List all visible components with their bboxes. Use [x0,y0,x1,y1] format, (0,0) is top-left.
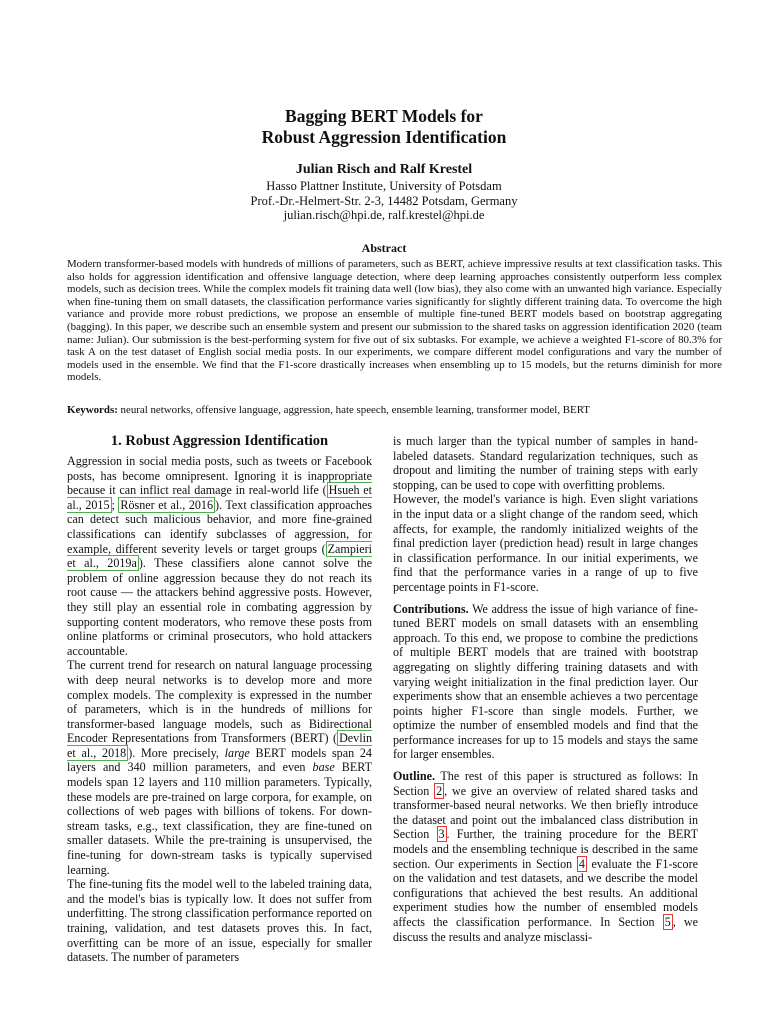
keywords-label: Keywords: [67,404,118,416]
abstract-text: Modern transformer-based models with hundreds of millions of parameters, such as BERT, achieve impressive results at text classification tasks. This also holds for aggression identification and offensive language detection, where deep learning approaches consistently outperform less complex models, such as decision trees. While the complex models fit training data well (low bias), they also come with an unwanted high variance. Especially when fine-tuning them on small datasets, the classification performance varies significantly for slightly different training data. To overcome the high variance and provide more robust predictions, we propose an ensemble of multiple fine-tuned BERT models based on bootstrap aggregating (bagging). In this paper, we describe such an ensemble system and present our submission to the shared tasks on aggression identification 2020 (team name: Julian). Our submission is the best-performing system for five out of six subtasks. For example, we achieve a weighted F1-score of 80.3% for task A on the test dataset of English social media posts. In our experiments, we compare different model configurations and vary the number of models used in the ensemble. We find that the F1-score drastically increases when ensembling up to 15 models, but the returns diminish for more models. [67,258,722,384]
section-ref-4[interactable]: 4 [578,856,585,871]
section-ref-3[interactable]: 3 [438,827,445,842]
right-paragraph-1: is much larger than the typical number of samples in hand-labeled datasets. Standard regularization techniques, such as dropout and limiting the number of training steps with early stopping, can be used to cope with overfitting problems. [393,434,698,492]
left-column [67,432,372,965]
emails: julian.risch@hpi.de, ralf.krestel@hpi.de [283,208,485,222]
authors: Julian Risch and Ralf Krestel [295,162,473,177]
affiliation-block [0,179,768,223]
paper-title [0,106,768,148]
intro-paragraph-1: Aggression in social media posts, such as tweets or Facebook posts, has become omnipresent. Ignoring it is inappropriate because it can inflict real damage in real-world life ( Hsueh et al., 2015 ; Rösner et al., 2016 ). Text classification approaches can detect such malicious behavior, and more fine-grained classifications can identify subclasses of aggression, for example, different severity levels or target groups ( Zampieri et al., 2019a ). These classifiers alone cannot solve the problem of online aggression because they do not reach its root cause — the attackers behind aggressive posts. However, they still play an essential role in combating aggression by supporting content moderators, who remove these posts from online platforms or criminal prosecutors, who hold attackers accountable. [67,454,372,658]
affiliation: Hasso Plattner Institute, University of Potsdam [266,179,502,193]
citation-hsueh[interactable]: Hsueh et al., 2015 [67,483,372,512]
intro-paragraph-2: The current trend for research on natural language processing with deep neural networks is to develop more and more complex models. The complexity is expressed in the number of parameters, which is in the hundreds of millions for transformer-based language models, such as Bidirectional Encoder Representations from Transformers (BERT) ( Devlin et al., 2018 ). More precisely, large BERT models span 24 layers and 340 million parameters, and even base BERT models span 12 layers and 110 million parameters. Typically, these models are pre-trained on large corpora, for example, on collections of web pages with billions of tokens. For down-stream tasks, e.g., text classification, they are fine-tuned on smaller datasets. While the pre-training is unsupervised, the fine-tuning for down-stream tasks is typically supervised learning. [67,658,372,877]
title-line-2: Robust Aggression Identification [261,127,507,147]
right-paragraph-2: However, the model's variance is high. Even slight variations in the input data or a slight change of the random seed, which affects, for example, the randomly initialized weights of the final prediction layer (prediction head) result in large changes in classification performance. In our initial experiments, we find that the performance varies in a range of up to five percentage points in F1-score. [393,492,698,594]
contributions-heading: Contributions. [393,601,469,616]
contributions-paragraph: Contributions. We address the issue of high variance of fine-tuned BERT models on small datasets with an ensembling approach. To this end, we propose to combine the predictions of multiple BERT models that are trained with bootstrap aggregating on slightly differing training datasets and with varying weight initialization in the final prediction layer. Our experiments show that an ensemble achieves a two percentage points higher F1-score than single models. Further, we optimize the number of ensembled models and find that the performance increases for up to 15 models and stays the same for larger ensembles. [393,601,698,762]
intro-paragraph-3: The fine-tuning fits the model well to the labeled training data, and the model's bias is typically low. It does not suffer from underfitting. The strong classification performance reported on training, validation, and test datasets proves this. In fact, overfitting can be more of an issue, especially for smaller datasets. The number of parameters [67,877,372,965]
abstract-heading: Abstract [361,241,407,255]
keywords [67,404,722,417]
citation-rosner[interactable]: Rösner et al., 2016 [120,497,214,512]
section-ref-5[interactable]: 5 [664,915,671,929]
section-ref-2[interactable]: 2 [436,783,443,798]
keywords-list: neural networks, offensive language, aggression, hate speech, ensemble learning, transformer model, BERT [117,404,590,416]
title-line-1: Bagging BERT Models for [285,106,483,126]
outline-heading: Outline. [393,769,435,784]
citation-devlin[interactable]: Devlin et al., 2018 [67,731,372,760]
right-column [393,434,698,944]
outline-paragraph: Outline. The rest of this paper is structured as follows: In Section 2 , we give an overview of related shared tasks and transformer-based neural networks. We then briefly introduce the dataset and point out the imbalanced class distribution in Section 3 . Further, the training procedure for the BERT models and the ensembling technique is described in the same section. Our experiments in Section 4 evaluate the F1-score on the validation and test datasets, and we describe the model configurations that achieved the best results. An additional experiment studies how the number of ensembled models affects the classification performance. In Section 5 , we discuss the results and analyze misclassi- [393,769,698,944]
citation-zampieri[interactable]: Zampieri et al., 2019a [67,541,372,571]
address: Prof.-Dr.-Helmert-Str. 2-3, 14482 Potsdam, Germany [250,193,518,208]
section-1-heading: 1. Robust Aggression Identification [110,433,329,449]
